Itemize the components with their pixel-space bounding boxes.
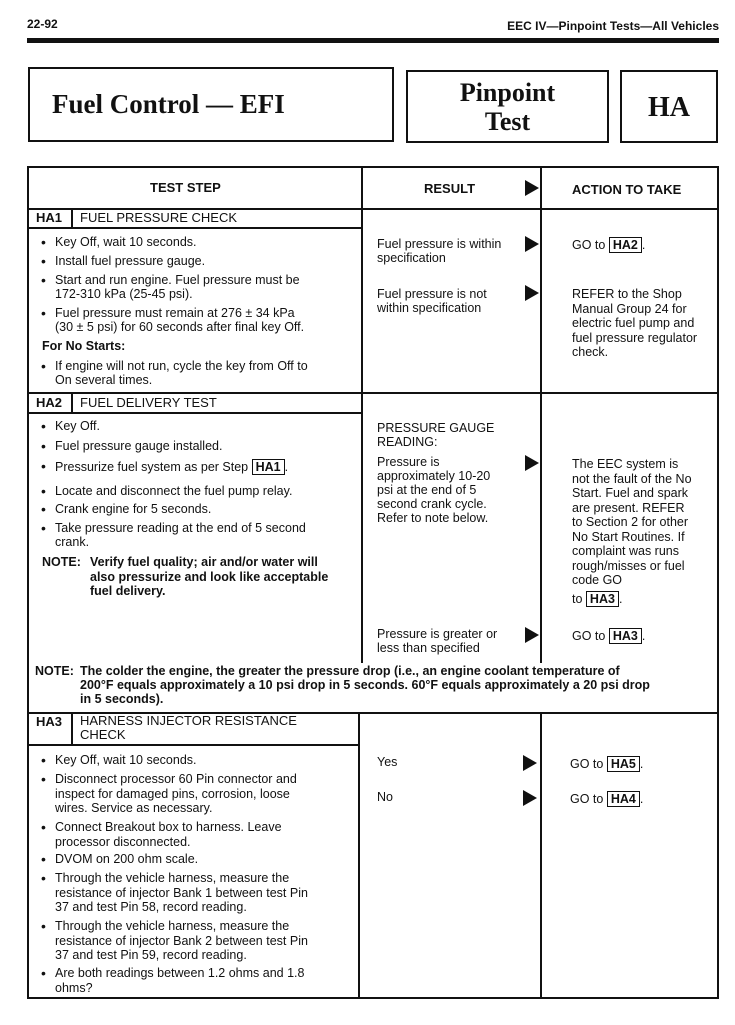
arrow-right-icon — [523, 755, 537, 771]
ha1-header-line — [27, 227, 361, 229]
period: . — [618, 591, 623, 606]
arrow-right-icon — [525, 236, 539, 252]
ha3-step-line: ohms? — [55, 980, 93, 995]
running-header: EEC IV—Pinpoint Tests—All Vehicles — [507, 19, 719, 33]
ha3-step-line: inspect for damaged pins, corrosion, loose — [55, 786, 290, 801]
ha2-gauge-heading-l1: PRESSURE GAUGE — [377, 421, 495, 435]
ha1-link[interactable]: HA1 — [252, 459, 285, 475]
global-note-line: 200°F equals approximately a 10 psi drop in 5 seconds. 60°F equals approximately a 20 psi drop — [80, 678, 650, 692]
ha3-header-line — [27, 744, 360, 746]
ha2-code: HA2 — [36, 395, 63, 410]
ha3-result-yes: Yes — [377, 755, 398, 769]
ha1-step-3: • Start and run engine. Fuel pressure must be — [41, 273, 300, 288]
header-rule — [27, 38, 719, 43]
ha2-action-1-line: are present. REFER — [572, 500, 685, 515]
ha3-step-line: processor disconnected. — [55, 834, 191, 849]
ha2-step-5: • Crank engine for 5 seconds. — [41, 502, 211, 517]
ha3-step-line: 37 and test Pin 59, record reading. — [55, 948, 247, 962]
period: . — [639, 757, 644, 771]
ha3-title-l1: HARNESS INJECTOR RESISTANCE — [80, 713, 297, 728]
ha1-code-divider — [71, 209, 73, 228]
ha1-code: HA1 — [36, 210, 63, 225]
col-result: RESULT — [424, 181, 476, 196]
ha2-result-1-line: psi at the end of 5 — [377, 483, 477, 497]
ha3-step-line: • Disconnect processor 60 Pin connector and — [55, 772, 297, 786]
ha1-step-4: • Fuel pressure must remain at 276 ± 34 kPa — [41, 306, 295, 321]
ha3-step-6 — [41, 919, 308, 963]
ha2-step-3-text: Pressurize fuel system as per Step — [55, 460, 249, 474]
ha2-action-1-line: code GO — [572, 573, 623, 587]
ha3-step-line: • DVOM on 200 ohm scale. — [55, 852, 199, 866]
ha2-action-1-line: complaint was runs — [572, 544, 679, 558]
ha1-result-2-l2: within specification — [377, 301, 482, 315]
ha2-action-1-line: Start. Fuel and spark — [572, 486, 689, 500]
ha1-step-3b: 172-310 kPa (25-45 psi). — [55, 287, 193, 301]
page-number: 22-92 — [27, 17, 58, 31]
ha2-note-line: also pressurize and look like acceptable — [90, 569, 329, 584]
ha2-title: FUEL DELIVERY TEST — [80, 395, 217, 410]
ha2-gauge-heading — [377, 421, 494, 449]
ha1-result-1 — [377, 237, 501, 265]
period: . — [641, 629, 646, 643]
ha3-link[interactable]: HA3 — [586, 591, 619, 607]
go-to-text: GO to — [572, 629, 606, 643]
col-action: ACTION TO TAKE — [572, 182, 682, 197]
ha2-note-label: NOTE: — [42, 555, 81, 569]
go-to-text: GO to — [570, 792, 604, 806]
ha3-step-line: • Through the vehicle harness, measure the — [55, 919, 290, 933]
ha2-note-line: Verify fuel quality; air and/or water will — [90, 555, 318, 569]
period: . — [284, 460, 289, 474]
arrow-right-icon — [525, 627, 539, 643]
col-divider-2b — [540, 712, 542, 999]
ha1-action-2 — [572, 287, 697, 360]
ha2-result-1-line: second crank cycle. — [377, 497, 487, 511]
ha2-result-1-line: Pressure is — [377, 455, 440, 469]
col-divider-1 — [361, 166, 363, 663]
ha2-link[interactable]: HA2 — [609, 237, 642, 253]
ha3-link[interactable]: HA3 — [609, 628, 642, 644]
ha2-note-line: fuel delivery. — [90, 584, 166, 598]
title-box — [28, 67, 394, 142]
global-note-line: in 5 seconds). — [80, 692, 164, 706]
ha4-link[interactable]: HA4 — [607, 791, 640, 807]
ha2-step-6b: crank. — [55, 535, 90, 549]
test-code-box — [620, 70, 718, 143]
ha3-action-no — [570, 791, 643, 807]
ha3-result-no: No — [377, 790, 393, 804]
ha3-code-divider — [71, 713, 73, 745]
ha1-result-1-l1: Fuel pressure is within — [377, 237, 502, 251]
ha1-no-starts-label: For No Starts: — [42, 339, 126, 353]
ha2-action-1-line: The EEC system is — [572, 457, 679, 471]
sep-ha2 — [27, 392, 719, 394]
ha3-step-5 — [41, 871, 308, 915]
period: . — [639, 792, 644, 806]
ha3-title-l2: CHECK — [80, 727, 126, 742]
ha2-step-6: • Take pressure reading at the end of 5 second — [41, 521, 306, 536]
ha3-step-line: resistance of injector Bank 1 between test Pin — [55, 885, 308, 900]
ha3-title — [80, 714, 297, 742]
ha3-code: HA3 — [36, 714, 63, 729]
ha2-action-1 — [572, 457, 692, 607]
col-test-step: TEST STEP — [150, 180, 221, 195]
ha3-step-line: 37 and test Pin 58, record reading. — [55, 900, 247, 914]
pinpoint-label — [408, 78, 607, 136]
arrow-right-icon — [525, 285, 539, 301]
ha2-result-1 — [377, 455, 490, 525]
ha3-step-line: wires. Service as necessary. — [55, 801, 213, 815]
ha1-no-starts: • If engine will not run, cycle the key from Off to — [41, 359, 308, 374]
to-text: to — [572, 591, 583, 606]
ha1-action-2-line: electric fuel pump and — [572, 316, 695, 330]
period: . — [641, 238, 646, 252]
ha1-result-2 — [377, 287, 487, 315]
col-divider-2 — [540, 166, 542, 663]
ha2-result-2 — [377, 627, 497, 655]
ha5-link[interactable]: HA5 — [607, 756, 640, 772]
ha2-action-1-goto — [572, 591, 692, 607]
ha2-result-1-line: Refer to note below. — [377, 511, 489, 525]
ha3-step-line: • Connect Breakout box to harness. Leave — [55, 820, 282, 834]
ha2-note — [90, 555, 328, 599]
ha1-result-2-l1: Fuel pressure is not — [377, 287, 487, 301]
arrow-right-icon — [523, 790, 537, 806]
ha3-step-1 — [41, 753, 197, 768]
ha1-result-1-l2: specification — [377, 251, 446, 265]
ha1-action-2-line: fuel pressure regulator — [572, 330, 698, 345]
ha3-step-2 — [41, 772, 297, 816]
ha1-step-1: • Key Off, wait 10 seconds. — [41, 235, 197, 250]
ha2-result-2-line: Pressure is greater or — [377, 627, 498, 641]
global-note-line: The colder the engine, the greater the pressure drop (i.e., an engine coolant temperature of — [80, 664, 620, 678]
ha2-action-1-line: not the fault of the No — [572, 471, 692, 486]
ha3-step-line: resistance of injector Bank 2 between test Pin — [55, 933, 308, 948]
global-note — [80, 664, 650, 706]
ha2-code-divider — [71, 393, 73, 413]
ha1-step-2: • Install fuel pressure gauge. — [41, 254, 205, 269]
ha1-action-2-line: REFER to the Shop — [572, 287, 682, 301]
ha1-action-2-line: check. — [572, 345, 609, 359]
ha2-header-line — [27, 412, 361, 414]
ha3-action-yes — [570, 756, 643, 772]
ha2-action-1-line: rough/misses or fuel — [572, 558, 685, 573]
ha3-step-line: • Key Off, wait 10 seconds. — [55, 753, 197, 767]
col-divider-1b — [358, 712, 360, 999]
ha3-step-line: • Are both readings between 1.2 ohms and 1.8 — [55, 966, 305, 980]
ha2-step-2: • Fuel pressure gauge installed. — [41, 439, 222, 454]
ha2-step-1: • Key Off. — [41, 419, 100, 434]
ha1-action-1 — [572, 237, 645, 253]
ha3-step-line: • Through the vehicle harness, measure the — [55, 871, 290, 885]
page-title: Fuel Control — EFI — [52, 89, 285, 119]
ha1-title: FUEL PRESSURE CHECK — [80, 210, 237, 225]
ha2-action-2 — [572, 628, 645, 644]
arrow-right-icon — [525, 180, 539, 196]
ha3-step-3 — [41, 820, 282, 849]
ha3-step-7 — [41, 966, 304, 995]
ha3-step-4 — [41, 852, 198, 867]
test-code: HA — [648, 92, 690, 123]
ha2-gauge-heading-l2: READING: — [377, 435, 438, 449]
ha2-action-1-line: to Section 2 for other — [572, 515, 689, 529]
ha2-step-4: • Locate and disconnect the fuel pump relay. — [41, 484, 292, 499]
go-to-text: GO to — [570, 757, 604, 771]
ha2-result-1-line: approximately 10-20 — [377, 469, 491, 483]
pinpoint-line1: Pinpoint — [459, 78, 556, 107]
global-note-label: NOTE: — [35, 664, 74, 678]
pinpoint-line2: Test — [484, 107, 531, 136]
ha1-action-2-line: Manual Group 24 for — [572, 301, 687, 316]
ha2-step-3 — [41, 459, 288, 475]
ha1-step-4b: (30 ± 5 psi) for 60 seconds after final key Off. — [55, 320, 305, 334]
go-to-text: GO to — [572, 238, 606, 252]
arrow-right-icon — [525, 455, 539, 471]
ha2-action-1-line: No Start Routines. If — [572, 529, 685, 544]
pinpoint-box — [406, 70, 609, 143]
ha1-no-starts-b: On several times. — [55, 373, 153, 387]
ha2-result-2-line: less than specified — [377, 641, 480, 655]
